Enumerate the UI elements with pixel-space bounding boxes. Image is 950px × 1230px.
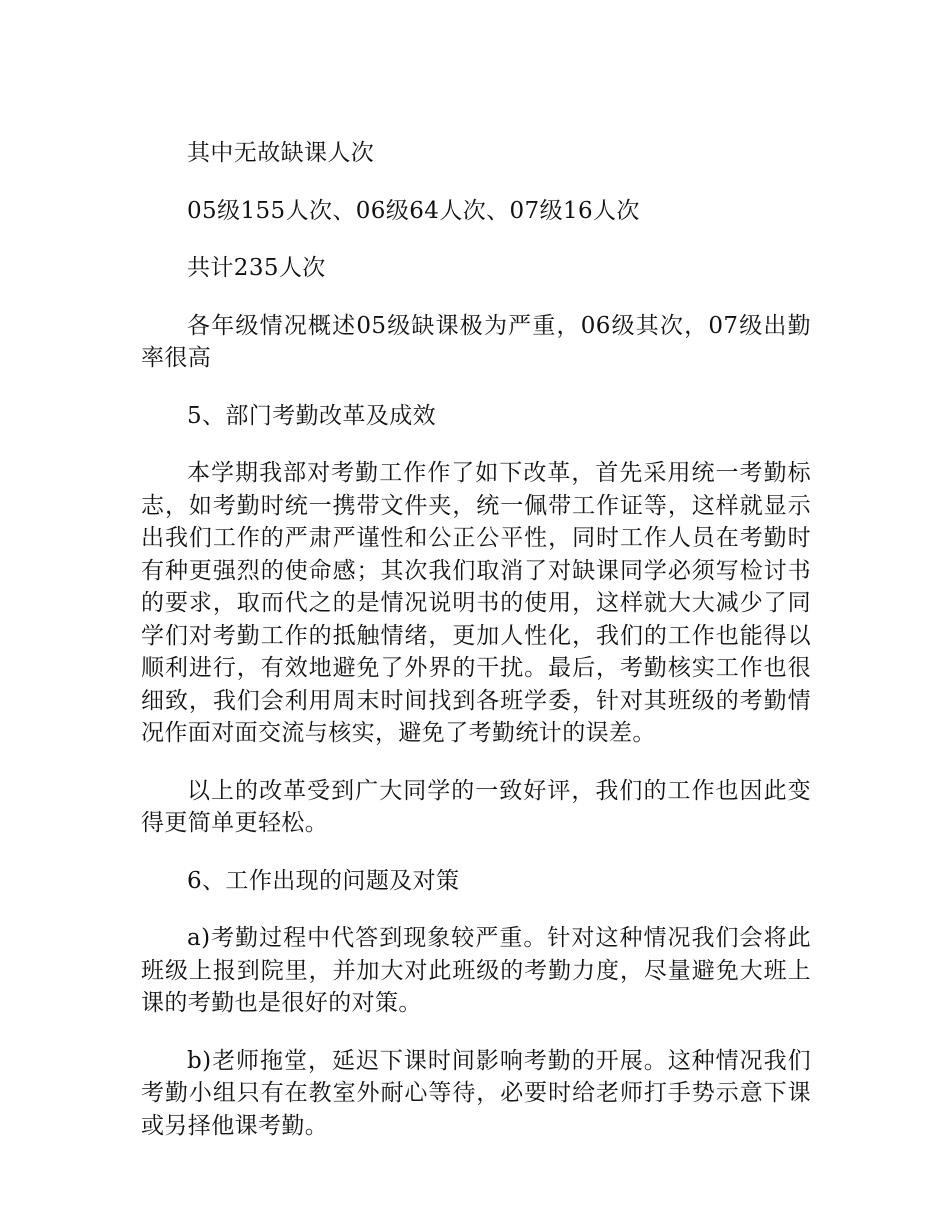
section-heading-problems: 6、工作出现的问题及对策 <box>187 867 460 894</box>
paragraph-absence-by-grade: 05级155人次、06级64人次、07级16人次 <box>187 197 640 224</box>
paragraph-absence-total: 共计235人次 <box>187 255 326 281</box>
paragraph-problem-a: a)考勤过程中代答到现象较严重。针对这种情况我们会将此班级上报到院里，并加大对此班级的考勤力度，尽量避免大班上课的考勤也是很好的对策。 <box>141 925 811 1016</box>
paragraph-grade-overview: 各年级情况概述05级缺课极为严重，06级其次，07级出勤率很高 <box>141 312 811 371</box>
section-heading-reform: 5、部门考勤改革及成效 <box>187 402 437 429</box>
paragraph-problem-b: b)老师拖堂，延迟下课时间影响考勤的开展。这种情况我们考勤小组只有在教室外耐心等待，必要时给老师打手势示意下课或另择他课考勤。 <box>141 1047 811 1139</box>
paragraph-reform-details: 本学期我部对考勤工作作了如下改革，首先采用统一考勤标志，如考勤时统一携带文件夹，统一佩带工作证等，这样就显示出我们工作的严肃严谨性和公正公平性，同时工作人员在考勤时有种更强烈的使命感；其次我们取消了对缺课同学必须写检讨书的要求，取而代之的是情况说明书的使用，这样就大大减少了同学们对考勤工作的抵触情绪，更加人性化，我们的工作也能得以顺利进行，有效地避免了外界的干扰。最后，考勤核实工作也很细致，我们会利用周末时间找到各班学委，针对其班级的考勤情况作面对面交流与核实，避免了考勤统计的误差。 <box>141 460 811 746</box>
paragraph-reform-feedback: 以上的改革受到广大同学的一致好评，我们的工作也因此变得更简单更轻松。 <box>141 777 811 836</box>
document-body <box>141 137 811 1167</box>
paragraph-absence-heading: 其中无故缺课人次 <box>187 140 375 166</box>
